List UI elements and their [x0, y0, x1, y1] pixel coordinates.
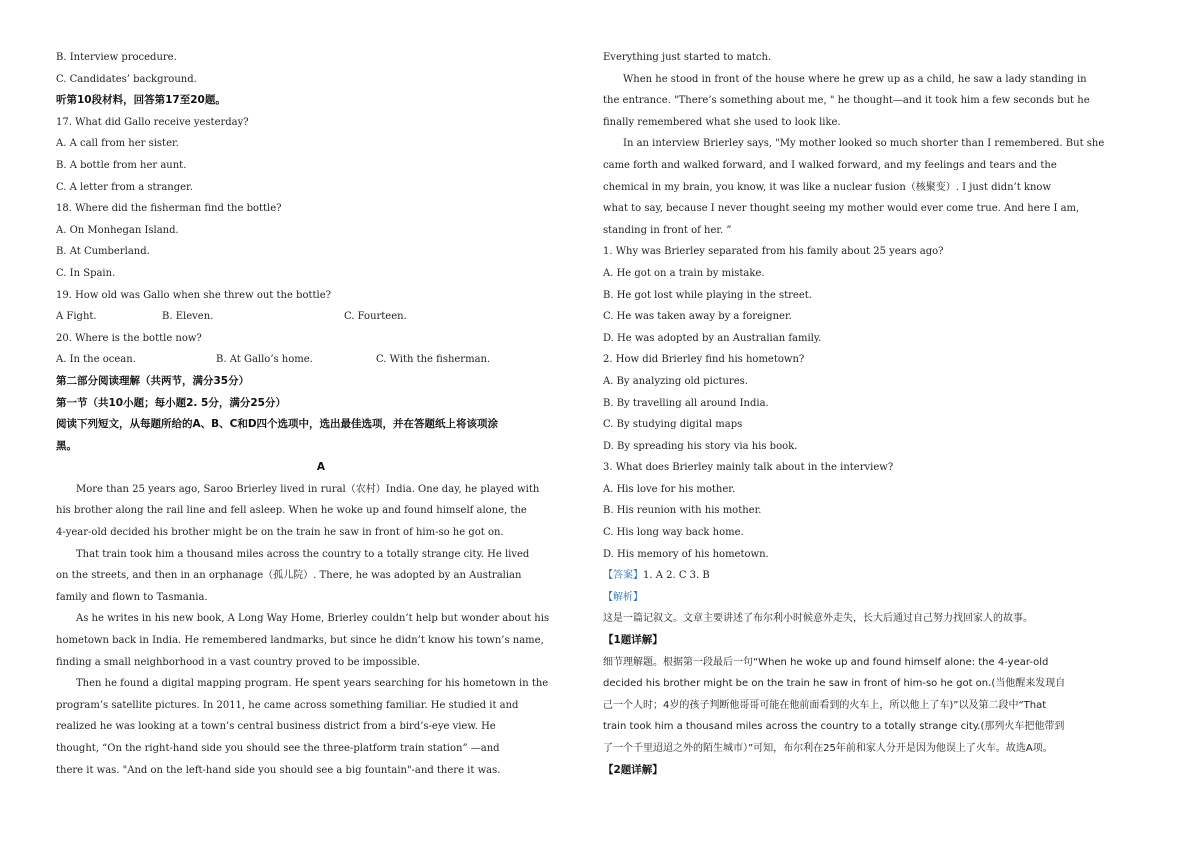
passage-line: finally remembered what she used to look like. [603, 116, 841, 128]
option-line: A. By analyzing old pictures. [603, 375, 748, 387]
section-instruction: 听第10段材料，回答第17至20题。 [56, 94, 226, 107]
answer-label: 【答案】 [603, 570, 643, 582]
passage-line: hometown back in India. He remembered landmarks, but since he didn’t know his town’s name, [56, 635, 544, 647]
passage-line: finding a small neighborhood in a vast country proved to be impossible. [56, 656, 421, 668]
passage-line: realized he was looking at a town’s central business district from a bird’s-eye view. He [56, 721, 496, 733]
right-column [603, 47, 1143, 781]
question-line: 17. What did Gallo receive yesterday? [56, 116, 249, 128]
option-b: B. Eleven. [162, 311, 214, 323]
option-line: B. By travelling all around India. [603, 397, 769, 409]
option-c: C. With the fisherman. [376, 354, 491, 366]
passage-line: In an interview Brierley says, "My mother looked so much shorter than I remembered. But she [623, 138, 1105, 150]
question-line: 3. What does Brierley mainly talk about in the interview? [603, 462, 894, 474]
explanation-line: 己一个人时；4岁的孩子判断他哥哥可能在他前面看到的火车上，所以他上了车)”以及第二段中“That [603, 699, 1047, 711]
option-a: A. In the ocean. [56, 354, 136, 366]
passage-line: what to say, because I never thought seeing my mother would ever come true. And here I am, [603, 203, 1080, 215]
passage-line: Everything just started to match. [603, 52, 772, 63]
passage-line: That train took him a thousand miles across the country to a totally strange city. He lived [76, 548, 530, 560]
option-line: A. A call from her sister. [56, 138, 179, 150]
option-line: B. Interview procedure. [56, 52, 177, 63]
option-line: D. His memory of his hometown. [603, 548, 769, 560]
passage-line: on the streets, and then in an orphanage（孤儿院）. There, he was adopted by an Australian [56, 570, 522, 582]
answer-line [603, 565, 1143, 587]
question-line: 20. Where is the bottle now? [56, 332, 202, 344]
option-line: B. His reunion with his mother. [603, 505, 762, 517]
option-line: C. A letter from a stranger. [56, 181, 193, 193]
option-line: D. By spreading his story via his book. [603, 440, 798, 452]
option-line: D. He was adopted by an Australian family. [603, 332, 822, 344]
option-line: B. At Cumberland. [56, 246, 150, 258]
option-line: C. In Spain. [56, 267, 116, 279]
passage-line: his brother along the rail line and fell asleep. When he woke up and found himself alone, the [56, 505, 527, 517]
reading-instruction: 阅读下列短文，从每题所给的A、B、C和D四个选项中，选出最佳选项，并在答题纸上将该项涂 [56, 418, 499, 431]
option-line: C. By studying digital maps [603, 419, 743, 431]
option-line: B. He got lost while playing in the street. [603, 289, 812, 301]
section-heading: 第一节（共10小题；每小题2. 5分，满分25分） [56, 396, 286, 409]
passage-line: Then he found a digital mapping program. He spent years searching for his hometown in the [76, 678, 549, 690]
question-line: 2. How did Brierley find his hometown? [603, 354, 805, 366]
passage-line: standing in front of her. ” [603, 224, 732, 236]
option-line: B. A bottle from her aunt. [56, 159, 187, 171]
option-line: A. On Monhegan Island. [56, 224, 179, 236]
passage-line: there it was. "And on the left-hand side you should see a big fountain"-and there it was. [56, 764, 501, 776]
option-line: C. He was taken away by a foreigner. [603, 311, 792, 323]
q2-explanation-heading: 【2题详解】 [603, 763, 663, 776]
passage-line: When he stood in front of the house where he grew up as a child, he saw a lady standing in [623, 73, 1087, 85]
passage-line: thought, “On the right-hand side you should see the three-platform train station” —and [56, 743, 500, 754]
answer-values: 1. A 2. C 3. B [643, 570, 710, 582]
passage-label: A [316, 461, 326, 474]
question-line: 18. Where did the fisherman find the bottle? [56, 203, 282, 215]
passage-line: came forth and walked forward, and I walked forward, and my feelings and tears and the [603, 159, 1057, 171]
q19-options [56, 306, 586, 328]
option-b: B. At Gallo’s home. [216, 354, 313, 366]
q20-options [56, 349, 586, 371]
option-line: A. He got on a train by mistake. [603, 267, 765, 279]
left-column [56, 47, 586, 781]
analysis-label: 【解析】 [603, 591, 643, 603]
question-line: 19. How old was Gallo when she threw out the bottle? [56, 289, 331, 301]
passage-line: More than 25 years ago, Saroo Brierley lived in rural（农村）India. One day, he played with [76, 483, 540, 495]
q1-explanation-heading: 【1题详解】 [603, 634, 663, 647]
analysis-summary: 这是一篇记叙文。文章主要讲述了布尔利小时候意外走失，长大后通过自己努力找回家人的故事。 [603, 613, 1033, 625]
explanation-line: 细节理解题。根据第一段最后一句“When he woke up and found himself alone: the 4-year-old [603, 656, 1049, 668]
passage-line: As he writes in his new book, A Long Way Home, Brierley couldn’t help but wonder about his [76, 613, 550, 625]
explanation-line: 了一个千里迢迢之外的陌生城市）”可知，布尔利在25年前和家人分开是因为他误上了火车。故选A项。 [603, 743, 1053, 754]
passage-line: family and flown to Tasmania. [56, 591, 208, 603]
passage-line: chemical in my brain, you know, it was like a nuclear fusion（核聚变）. I just didn’t know [603, 181, 1052, 193]
option-c: C. Fourteen. [344, 311, 407, 323]
question-line: 1. Why was Brierley separated from his family about 25 years ago? [603, 246, 944, 258]
passage-line: program’s satellite pictures. In 2011, he came across something familiar. He studied it and [56, 699, 519, 711]
reading-instruction-cont: 黑。 [56, 439, 77, 452]
passage-line: 4-year-old decided his brother might be on the train he saw in front of him-so he got on. [56, 527, 504, 539]
part-heading: 第二部分阅读理解（共两节，满分35分） [56, 374, 250, 387]
option-line: A. His love for his mother. [603, 483, 736, 495]
explanation-line: train took him a thousand miles across the country to a totally strange city.(那列火车把他带到 [603, 721, 1065, 733]
option-a: A Fight. [56, 311, 97, 323]
passage-line: the entrance. "There’s something about me, " he thought—and it took him a few seconds but he [603, 95, 1090, 107]
option-line: C. His long way back home. [603, 527, 744, 539]
option-line: C. Candidates’ background. [56, 73, 197, 85]
explanation-line: decided his brother might be on the train he saw in front of him-so he got on.(当他醒来发现自 [603, 678, 1066, 690]
